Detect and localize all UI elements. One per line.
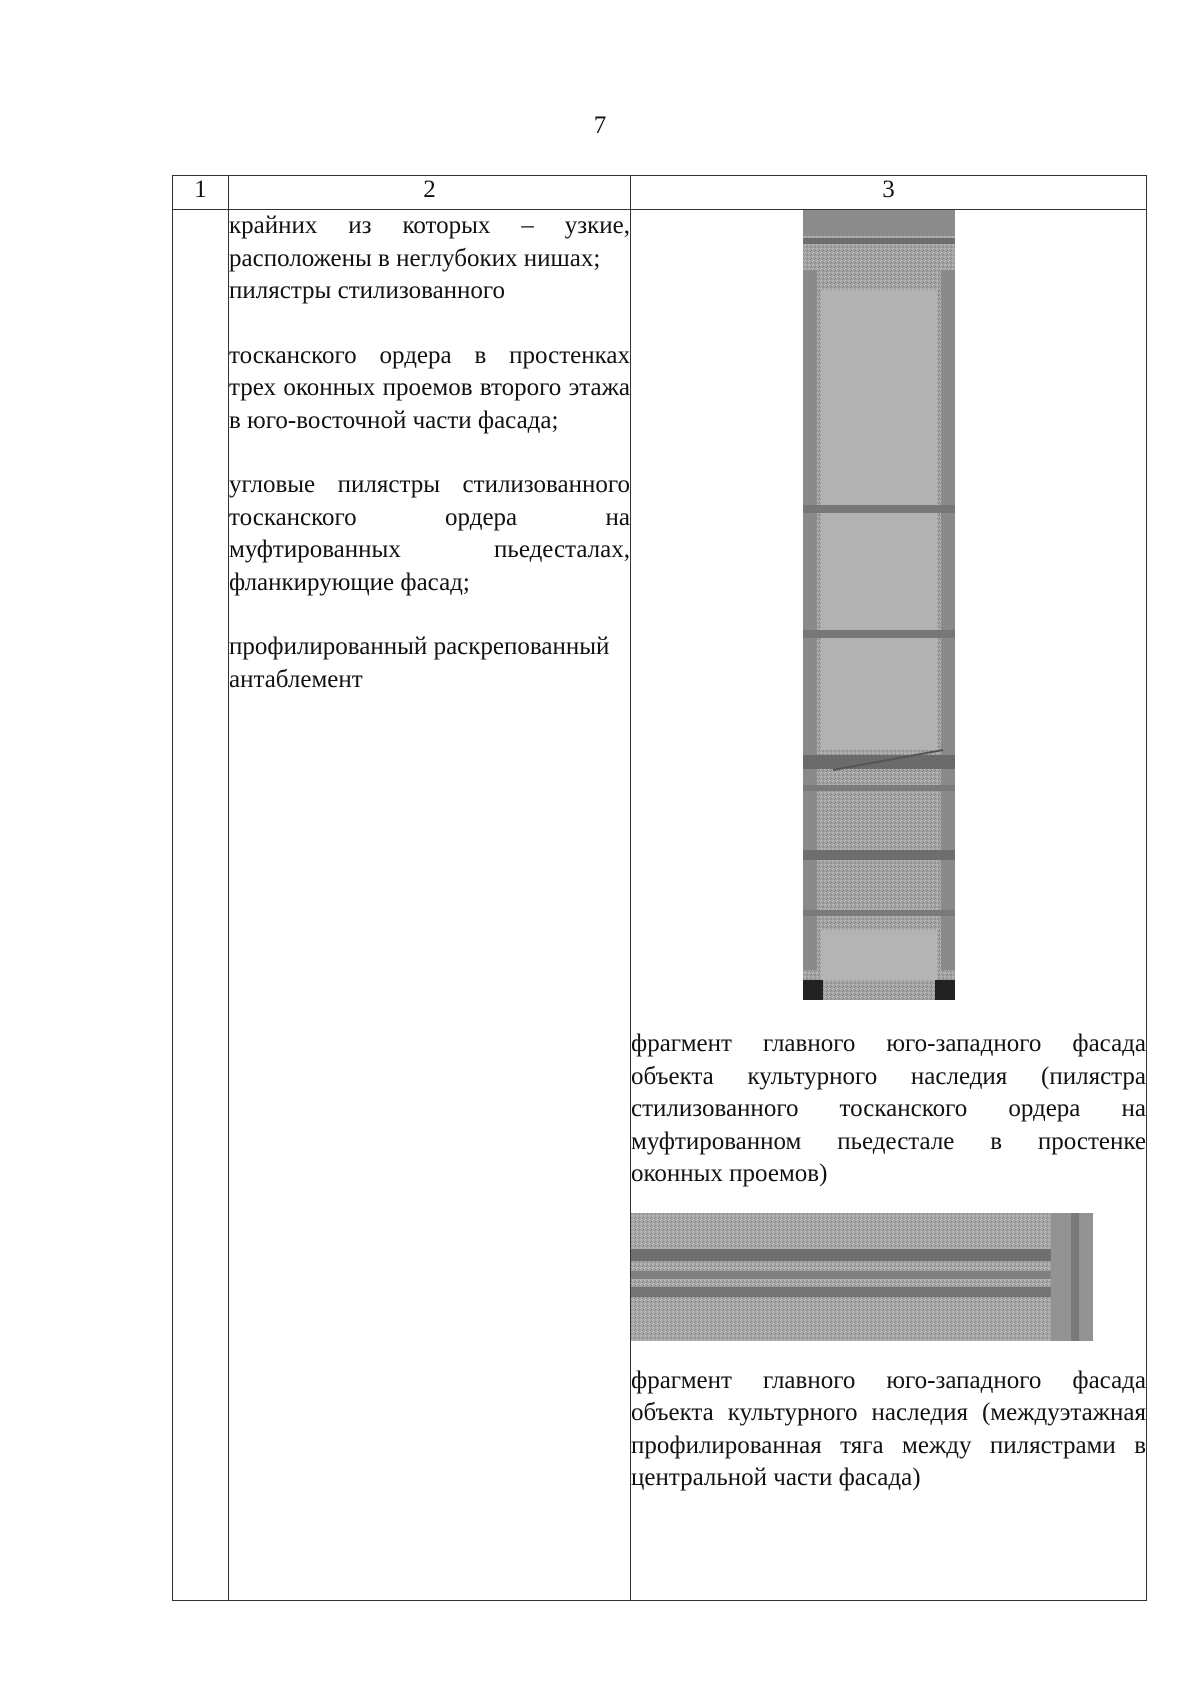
cell-number [173,210,229,1601]
table-header-row [173,176,1147,210]
description-paragraph: тосканского ордера в простенках трех оконных проемов второго этажа в юго-восточной части фасада; [229,341,630,434]
description-paragraph: крайних из которых – узкие, расположены в неглубоких нишах; [229,212,630,272]
cell-photos [631,210,1147,1601]
description-paragraph: пилястры стилизованного [229,277,506,304]
description-table [172,175,1147,1601]
header-col-3: 3 [631,176,1147,210]
page-number: 7 [593,112,607,139]
pilaster-photo [803,210,955,1000]
cornice-photo [631,1213,1093,1341]
cell-description [229,210,631,1601]
header-col-2: 2 [229,176,631,210]
description-paragraph: угловые пилястры стилизованного тосканского ордера на муфтированных пьедесталах, фланкирующие фасад; [229,471,630,596]
header-col-1: 1 [173,176,229,210]
description-paragraph: профилированный раскрепованный антаблемент [229,633,610,693]
photo-caption: фрагмент главного юго-западного фасада объекта культурного наследия (пилястра стилизованного тосканского ордера на муфтированном пьедестале в простенке оконных проемов) [631,1030,1146,1187]
photo-caption: фрагмент главного юго-западного фасада объекта культурного наследия (междуэтажная профилированная тяга между пилястрами в центральной части фасада) [631,1366,1146,1491]
table-row [173,210,1147,1601]
